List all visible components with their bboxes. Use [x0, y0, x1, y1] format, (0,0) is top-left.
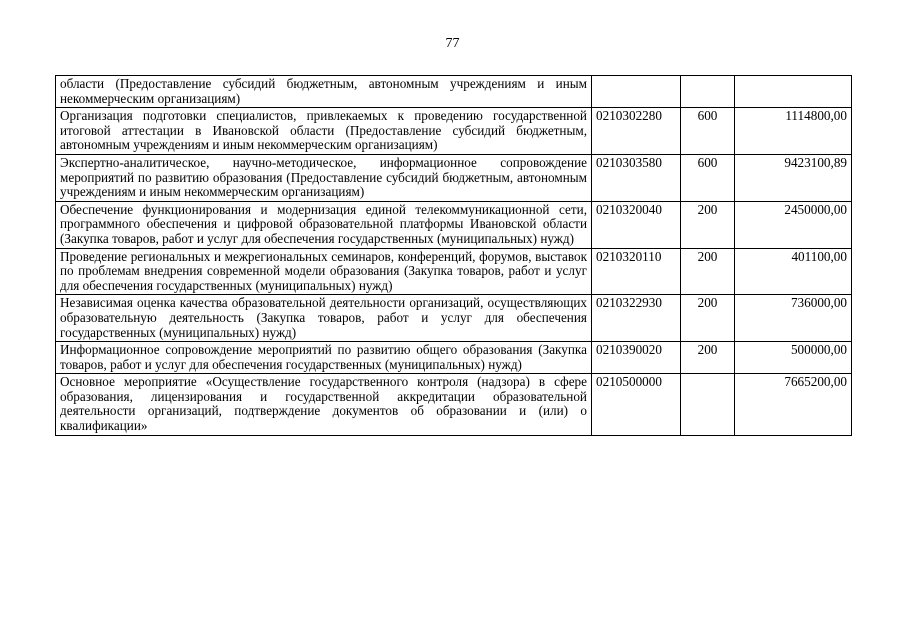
expense-type-cell: 200 — [681, 248, 735, 295]
amount-cell: 500000,00 — [735, 342, 852, 374]
expense-type-cell: 600 — [681, 108, 735, 155]
budget-table — [55, 75, 852, 436]
target-code-cell — [592, 76, 681, 108]
target-code-cell: 0210500000 — [592, 374, 681, 435]
expense-name-cell: Организация подготовки специалистов, привлекаемых к проведению государственной итоговой аттестации в Ивановской области (Предоставление субсидий бюджетным, автономным учреждениям и иным некоммерческим организациям) — [56, 108, 592, 155]
expense-name-cell: Проведение региональных и межрегиональных семинаров, конференций, форумов, выставок по проблемам внедрения современной модели образования (Закупка товаров, работ и услуг для обеспечения государственных (муниципальных) нужд) — [56, 248, 592, 295]
target-code-cell: 0210390020 — [592, 342, 681, 374]
target-code-cell: 0210320040 — [592, 201, 681, 248]
amount-cell: 9423100,89 — [735, 154, 852, 201]
expense-name-cell: Основное мероприятие «Осуществление государственного контроля (надзора) в сфере образования, лицензирования и государственной аккредитации образовательной деятельности организаций, подтверждение документов об образовании и (или) о квалификации» — [56, 374, 592, 435]
page-number: 77 — [445, 36, 460, 51]
table-row — [56, 201, 852, 248]
expense-name-cell: Независимая оценка качества образовательной деятельности организаций, осуществляющих образовательную деятельность (Закупка товаров, работ и услуг для обеспечения государственных (муниципальных) нужд) — [56, 295, 592, 342]
target-code-cell: 0210320110 — [592, 248, 681, 295]
table-row — [56, 108, 852, 155]
table-row — [56, 248, 852, 295]
amount-cell: 401100,00 — [735, 248, 852, 295]
expense-type-cell — [681, 76, 735, 108]
amount-cell: 2450000,00 — [735, 201, 852, 248]
table-row — [56, 295, 852, 342]
amount-cell: 7665200,00 — [735, 374, 852, 435]
expense-name-cell: Обеспечение функционирования и модернизация единой телекоммуникационной сети, программного обеспечения и цифровой образовательной платформы Ивановской области (Закупка товаров, работ и услуг для обеспечения государственных (муниципальных) нужд) — [56, 201, 592, 248]
amount-cell: 1114800,00 — [735, 108, 852, 155]
table-row — [56, 154, 852, 201]
amount-cell: 736000,00 — [735, 295, 852, 342]
table-row — [56, 76, 852, 108]
table-row — [56, 374, 852, 435]
table-row — [56, 342, 852, 374]
expense-type-cell — [681, 374, 735, 435]
target-code-cell: 0210303580 — [592, 154, 681, 201]
expense-type-cell: 200 — [681, 201, 735, 248]
expense-name-cell: области (Предоставление субсидий бюджетным, автономным учреждениям и иным некоммерческим организациям) — [56, 76, 592, 108]
target-code-cell: 0210302280 — [592, 108, 681, 155]
expense-name-cell: Экспертно-аналитическое, научно-методическое, информационное сопровождение мероприятий по развитию образования (Предоставление субсидий бюджетным, автономным учреждениям и иным некоммерческим организациям) — [56, 154, 592, 201]
expense-name-cell: Информационное сопровождение мероприятий по развитию общего образования (Закупка товаров, работ и услуг для обеспечения государственных (муниципальных) нужд) — [56, 342, 592, 374]
expense-type-cell: 200 — [681, 342, 735, 374]
expense-type-cell: 200 — [681, 295, 735, 342]
amount-cell — [735, 76, 852, 108]
expense-type-cell: 600 — [681, 154, 735, 201]
target-code-cell: 0210322930 — [592, 295, 681, 342]
